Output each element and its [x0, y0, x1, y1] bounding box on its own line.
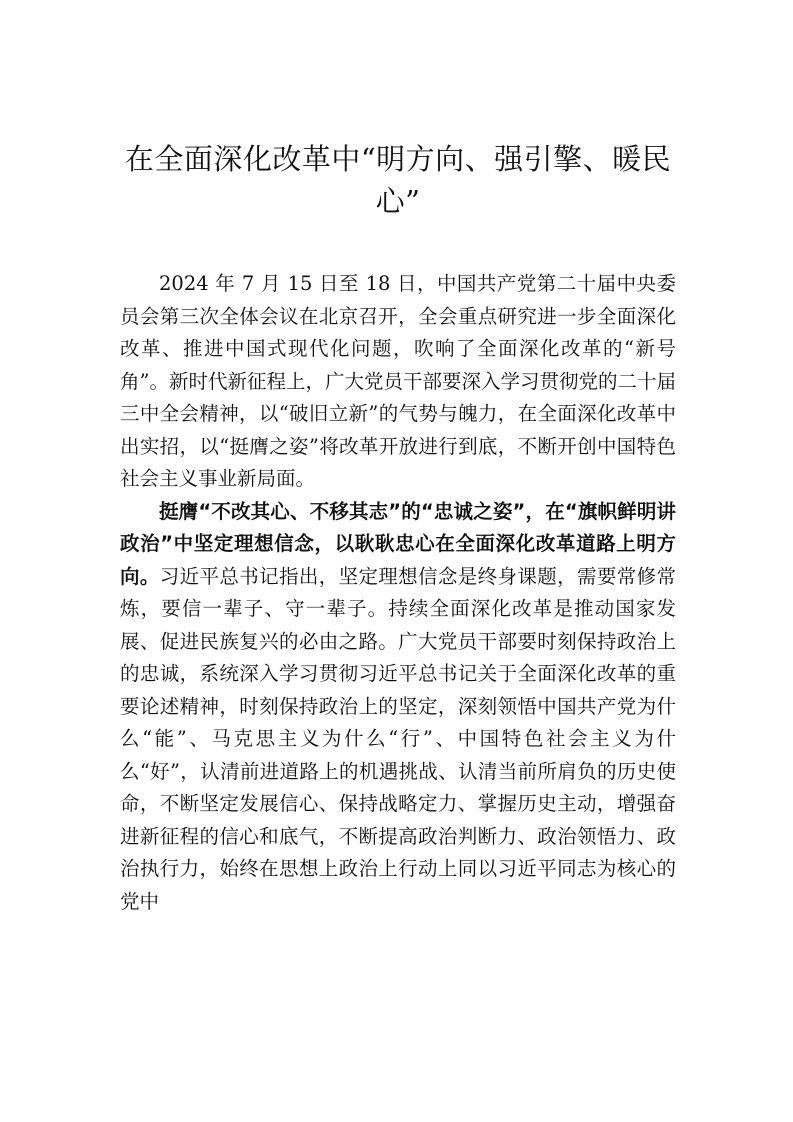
paragraph-2-bold-lead: 挺膺“不改其心、不移其志”的“忠诚之姿”，在“旗帜鲜明讲政治”中坚定理想信念，以耿耿忠心在全面深化改革道路上明方向。: [120, 499, 676, 588]
paragraph-1-text: 2024 年 7 月 15 日至 18 日，中国共产党第二十届中央委员会第三次全体会议在北京召开，全会重点研究进一步全面深化改革、推进中国式现代化问题，吹响了全面深化改革的“新号角”。新时代新征程上，广大党员干部要深入学习贯彻党的二十届三中全会精神，以“破旧立新”的气势与魄力，在全面深化改革中出实招，以“挺膺之姿”将改革开放进行到底，不断开创中国特色社会主义事业新局面。: [120, 272, 676, 490]
paragraph-2: [120, 496, 676, 919]
document-body: [120, 268, 676, 918]
document-title: 在全面深化改革中“明方向、强引擎、暖民心”: [124, 142, 672, 218]
paragraph-2-text: 习近平总书记指出，坚定理想信念是终身课题，需要常修常炼，要信一辈子、守一辈子。持续全面深化改革是推动国家发展、促进民族复兴的必由之路。广大党员干部要时刻保持政治上的忠诚，系统深入学习贯彻习近平总书记关于全面深化改革的重要论述精神，时刻保持政治上的坚定，深刻领悟中国共产党为什么“能”、马克思主义为什么“行”、中国特色社会主义为什么“好”，认清前进道路上的机遇挑战、认清当前所肩负的历史使命，不断坚定发展信心、保持战略定力、掌握历史主动，增强奋进新征程的信心和底气，不断提高政治判断力、政治领悟力、政治执行力，始终在思想上政治上行动上同以习近平同志为核心的党中: [120, 564, 676, 913]
paragraph-1: [120, 268, 676, 496]
